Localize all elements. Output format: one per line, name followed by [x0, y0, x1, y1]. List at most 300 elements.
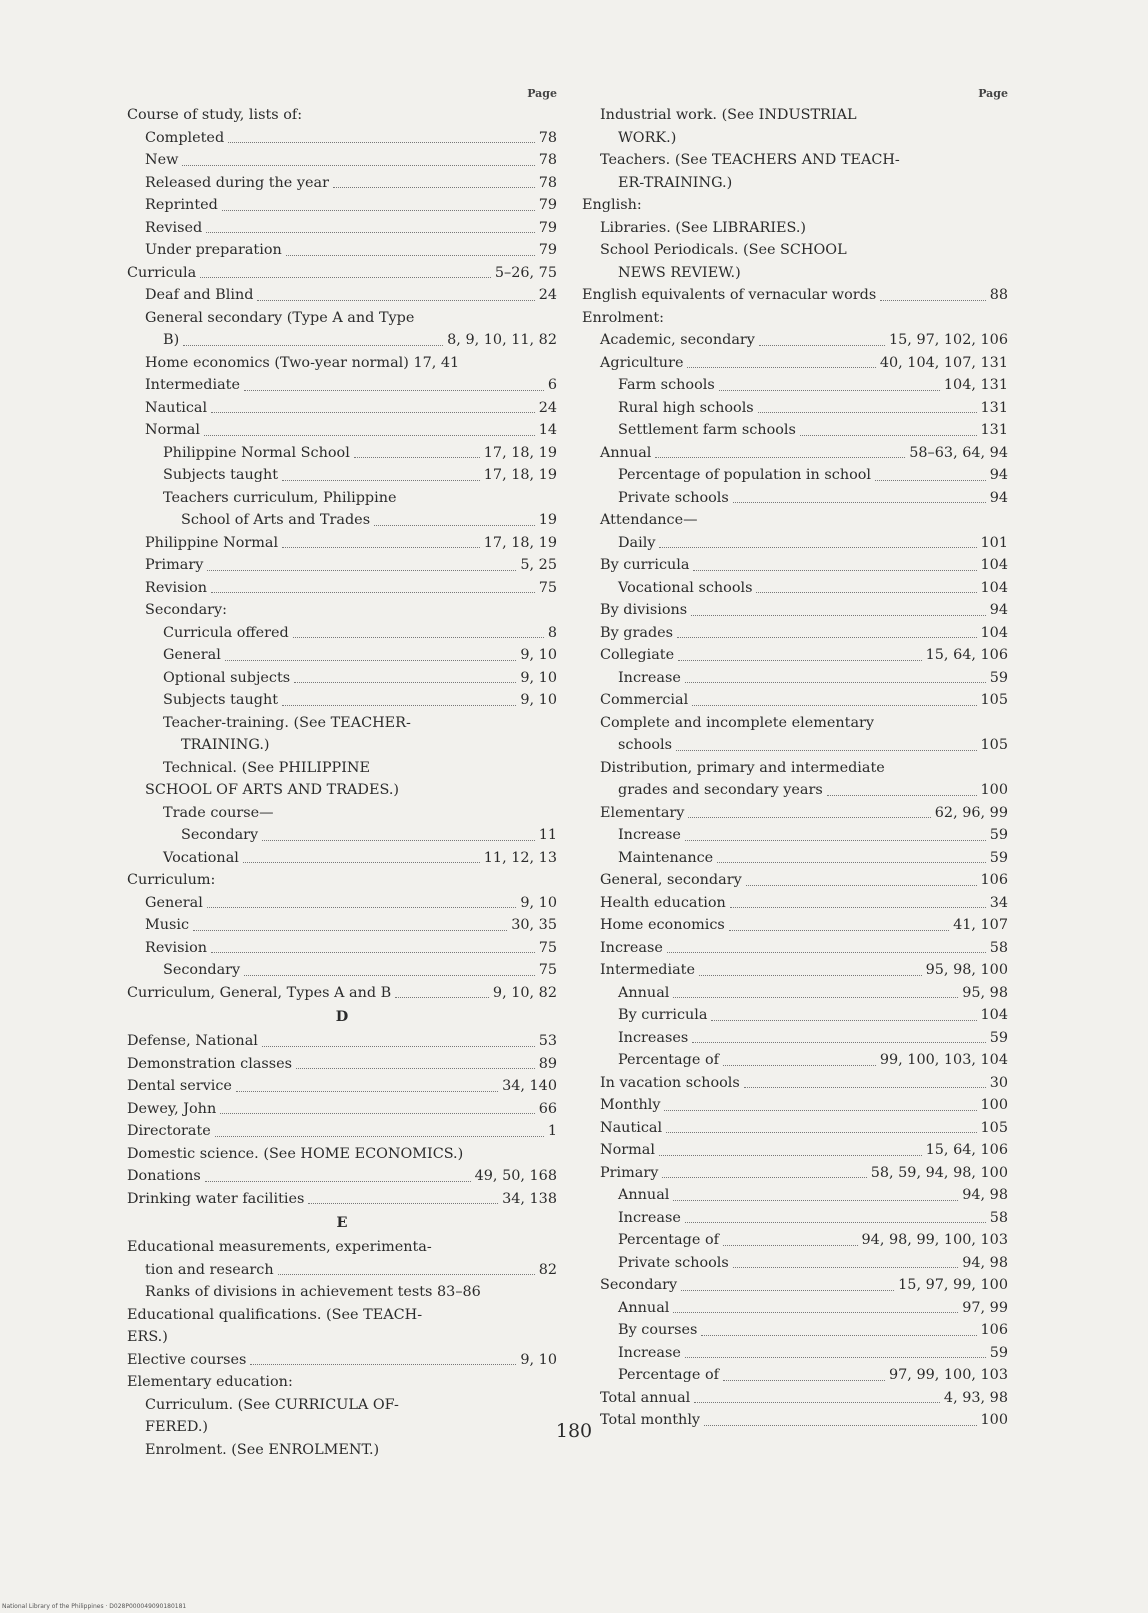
leader-dots [204, 435, 535, 436]
entry-term: General [163, 647, 221, 663]
entry-term: Secondary: [145, 602, 228, 618]
index-entry [127, 757, 557, 780]
index-entry [127, 1120, 557, 1143]
entry-pages: 9, 10 [520, 894, 557, 911]
index-entry [582, 824, 1008, 847]
index-entry [127, 982, 557, 1005]
index-entry [127, 779, 557, 802]
entry-term: Private schools [618, 489, 729, 506]
index-entry [582, 1072, 1008, 1095]
index-entry [582, 1027, 1008, 1050]
entry-pages: 75 [538, 939, 557, 956]
index-entry [582, 892, 1008, 915]
entry-pages: 106 [980, 1322, 1008, 1338]
entry-term: Increase [618, 1209, 681, 1226]
index-entry [582, 599, 1008, 622]
entry-term: Secondary [163, 962, 241, 978]
entry-term: Intermediate [600, 962, 695, 978]
section-letter: D [335, 1008, 349, 1025]
entry-term: Distribution, primary and intermediate [600, 759, 885, 776]
index-entry [127, 1371, 557, 1394]
entry-term: Increases [618, 1029, 689, 1046]
leader-dots [655, 457, 905, 458]
leader-dots [693, 570, 976, 571]
index-entry [127, 1030, 557, 1053]
page-number: 180 [555, 1420, 593, 1442]
entry-term: Ranks of divisions in achievement tests 83–86 [145, 1284, 481, 1300]
index-entry [582, 914, 1008, 937]
index-entry [127, 1236, 557, 1259]
index-entry [582, 667, 1008, 690]
leader-dots [659, 547, 976, 548]
entry-pages: 89 [538, 1055, 557, 1072]
index-entry [127, 847, 557, 870]
entry-term: Revised [145, 219, 203, 236]
entry-pages: 105 [980, 692, 1008, 708]
entry-term: Total annual [600, 1389, 691, 1406]
leader-dots [730, 907, 986, 908]
leader-dots [664, 1110, 976, 1111]
index-entry [127, 509, 557, 532]
index-entry [127, 869, 557, 892]
index-entry [582, 374, 1008, 397]
index-entry [582, 554, 1008, 577]
entry-term: Annual [618, 984, 670, 1001]
entry-term: B) [163, 332, 180, 348]
entry-term: Private schools [618, 1254, 729, 1271]
leader-dots [676, 750, 977, 751]
index-entry [127, 667, 557, 690]
index-entry [582, 419, 1008, 442]
entry-pages: 17, 18, 19 [483, 444, 557, 461]
entry-term: Elective courses [127, 1351, 247, 1368]
entry-pages: 34, 138 [502, 1190, 557, 1207]
leader-dots [678, 660, 922, 661]
index-entry [582, 149, 1008, 172]
entry-pages: 8 [547, 624, 557, 641]
entry-pages: 53 [538, 1033, 557, 1049]
index-entry [127, 419, 557, 442]
index-entry [127, 937, 557, 960]
index-entry [127, 959, 557, 982]
entry-pages: 94 [989, 467, 1008, 483]
index-entry [582, 1094, 1008, 1117]
entry-pages: 97, 99 [962, 1299, 1008, 1316]
entry-term: Normal [145, 422, 200, 438]
entry-term: Academic, secondary [600, 332, 755, 348]
entry-pages: 17, 18, 19 [483, 467, 557, 483]
leader-dots [800, 435, 977, 436]
entry-term: Increase [618, 669, 681, 686]
entry-pages: 75 [538, 962, 557, 978]
entry-pages: 106 [980, 872, 1008, 888]
index-column-left [127, 84, 557, 1461]
entry-term: Reprinted [145, 197, 218, 213]
index-entry [582, 1162, 1008, 1185]
index-entry [127, 172, 557, 195]
entry-term: Home economics (Two-year normal) 17, 41 [145, 354, 460, 371]
index-entry [582, 104, 1008, 127]
entry-term: Curricula offered [163, 624, 289, 641]
index-column-right [582, 84, 1008, 1432]
entry-pages: 11 [538, 827, 557, 843]
entry-pages: 99, 100, 103, 104 [879, 1052, 1008, 1068]
entry-pages: 58–63, 64, 94 [909, 444, 1008, 461]
entry-term: Secondary [600, 1277, 678, 1293]
page-column-header: Page [978, 87, 1008, 100]
entry-pages: 19 [538, 512, 557, 528]
entry-term: Elementary education: [127, 1374, 293, 1390]
leader-dots [685, 682, 986, 683]
index-entry [582, 779, 1008, 802]
entry-pages: 9, 10 [520, 669, 557, 686]
entry-term: Curriculum, General, Types A and B [127, 984, 392, 1001]
index-entry [127, 329, 557, 352]
index-entry [582, 194, 1008, 217]
leader-dots [692, 705, 976, 706]
entry-pages: 104, 131 [943, 377, 1008, 393]
entry-term: SCHOOL OF ARTS AND TRADES.) [145, 782, 400, 798]
entry-term: Curriculum. (See CURRICULA OF- [145, 1396, 399, 1413]
entry-pages: 131 [980, 422, 1008, 438]
leader-dots [282, 547, 480, 548]
leader-dots [719, 390, 940, 391]
entry-term: Teachers curriculum, Philippine [163, 489, 397, 506]
entry-pages: 8, 9, 10, 11, 82 [447, 332, 557, 348]
index-entry [127, 262, 557, 285]
entry-term: ER-TRAINING.) [618, 174, 733, 191]
index-entry [127, 1098, 557, 1121]
index-entry [582, 487, 1008, 510]
leader-dots [723, 1245, 858, 1246]
index-entry [582, 869, 1008, 892]
entry-pages: 5–26, 75 [494, 264, 557, 281]
index-entry [582, 532, 1008, 555]
entry-pages: 1 [547, 1123, 557, 1139]
entry-term: Trade course— [163, 804, 274, 821]
index-entry [582, 1387, 1008, 1410]
entry-term: Dewey, John [127, 1100, 217, 1117]
entry-pages: 104 [980, 579, 1008, 596]
index-entry [127, 284, 557, 307]
leader-dots [699, 975, 922, 976]
entry-term: Teacher-training. (See TEACHER- [163, 714, 411, 731]
leader-dots [685, 1357, 986, 1358]
entry-pages: 131 [980, 399, 1008, 416]
entry-term: Primary [145, 557, 204, 573]
entry-term: WORK.) [618, 129, 677, 146]
entry-term: Elementary [600, 804, 685, 821]
index-entry [127, 1075, 557, 1098]
index-entry [582, 1252, 1008, 1275]
entry-pages: 24 [538, 287, 557, 303]
leader-dots [746, 885, 977, 886]
entry-pages: 100 [980, 1097, 1008, 1113]
entry-term: Secondary [181, 827, 259, 843]
entry-term: Defense, National [127, 1033, 258, 1049]
leader-dots [222, 210, 535, 211]
index-entry [127, 307, 557, 330]
index-entry [582, 127, 1008, 150]
entry-term: Nautical [600, 1119, 663, 1136]
leader-dots [880, 300, 985, 301]
index-entry [582, 982, 1008, 1005]
entry-term: Monthly [600, 1097, 661, 1113]
entry-term: Rural high schools [618, 399, 754, 416]
leader-dots [333, 187, 535, 188]
leader-dots [717, 862, 986, 863]
leader-dots [257, 300, 534, 301]
entry-pages: 79 [538, 242, 557, 258]
entry-term: Philippine Normal School [163, 444, 350, 461]
index-entry [582, 802, 1008, 825]
index-entry [582, 464, 1008, 487]
entry-pages: 15, 64, 106 [925, 647, 1008, 663]
entry-term: Technical. (See PHILIPPINE [163, 759, 370, 776]
index-entry [127, 622, 557, 645]
index-entry [127, 1143, 557, 1166]
entry-pages: 58, 59, 94, 98, 100 [870, 1164, 1008, 1181]
leader-dots [220, 1113, 534, 1114]
entry-term: Course of study, lists of: [127, 107, 303, 123]
index-entry [127, 1188, 557, 1211]
index-entry [127, 554, 557, 577]
index-entry [582, 1274, 1008, 1297]
leader-dots [711, 1020, 976, 1021]
entry-pages: 59 [989, 1344, 1008, 1361]
leader-dots [694, 1402, 940, 1403]
entry-pages: 49, 50, 168 [474, 1168, 557, 1184]
leader-dots [691, 615, 986, 616]
entry-pages: 94, 98 [962, 1187, 1008, 1203]
entry-term: By curricula [600, 557, 690, 573]
entry-pages: 58 [989, 1209, 1008, 1226]
entry-term: By courses [618, 1322, 698, 1338]
index-entry [127, 644, 557, 667]
index-entry [582, 622, 1008, 645]
leader-dots [225, 660, 517, 661]
index-entry [127, 914, 557, 937]
index-entry [127, 1326, 557, 1349]
entry-term: Drinking water facilities [127, 1190, 305, 1207]
index-entry [582, 442, 1008, 465]
entry-term: General [145, 894, 203, 911]
entry-pages: 104 [980, 1007, 1008, 1023]
entry-pages: 94, 98 [962, 1254, 1008, 1271]
entry-pages: 78 [538, 152, 557, 168]
index-entry [127, 194, 557, 217]
entry-pages: 14 [538, 422, 557, 438]
index-entry [582, 329, 1008, 352]
entry-term: Increase [618, 827, 681, 843]
leader-dots [759, 345, 885, 346]
entry-pages: 9, 10 [520, 692, 557, 708]
entry-pages: 40, 104, 107, 131 [879, 354, 1008, 371]
leader-dots [308, 1203, 498, 1204]
leader-dots [733, 1267, 958, 1268]
entry-term: Subjects taught [163, 692, 279, 708]
index-entry [127, 352, 557, 375]
index-entry [582, 757, 1008, 780]
entry-term: Intermediate [145, 377, 240, 393]
entry-pages: 4, 93, 98 [943, 1389, 1008, 1406]
index-entry [582, 172, 1008, 195]
entry-term: tion and research [145, 1261, 274, 1278]
index-entry [582, 959, 1008, 982]
entry-term: By grades [600, 624, 674, 641]
leader-dots [278, 1274, 535, 1275]
entry-term: General, secondary [600, 872, 742, 888]
entry-term: Percentage of [618, 1052, 719, 1068]
entry-term: Attendance— [600, 512, 698, 528]
entry-pages: 88 [989, 287, 1008, 303]
index-entry [582, 239, 1008, 262]
entry-term: Deaf and Blind [145, 287, 254, 303]
entry-pages: 34 [989, 894, 1008, 911]
index-entry [127, 217, 557, 240]
entry-term: Released during the year [145, 174, 330, 191]
leader-dots [395, 997, 489, 998]
entry-term: NEWS REVIEW.) [618, 264, 741, 281]
leader-dots [687, 367, 875, 368]
entry-pages: 82 [538, 1261, 557, 1278]
entry-pages: 9, 10 [520, 647, 557, 663]
leader-dots [211, 592, 535, 593]
index-entry [582, 644, 1008, 667]
entry-pages: 17, 18, 19 [483, 534, 557, 551]
index-entry [582, 577, 1008, 600]
entry-term: Total monthly [600, 1412, 701, 1428]
entry-term: Enrolment. (See ENROLMENT.) [145, 1441, 380, 1458]
entry-term: Industrial work. (See INDUSTRIAL [600, 107, 857, 123]
leader-dots [667, 952, 986, 953]
entry-term: School of Arts and Trades [181, 512, 371, 528]
index-entry [582, 284, 1008, 307]
entry-term: Philippine Normal [145, 534, 279, 551]
leader-dots [685, 1222, 986, 1223]
index-entry [582, 1184, 1008, 1207]
leader-dots [354, 457, 480, 458]
leader-dots [200, 277, 491, 278]
leader-dots [673, 1312, 958, 1313]
leader-dots [244, 975, 535, 976]
index-entry [127, 464, 557, 487]
entry-pages: 79 [538, 197, 557, 213]
index-entry [127, 824, 557, 847]
index-entry [127, 1053, 557, 1076]
leader-dots [286, 255, 535, 256]
index-entry [127, 1304, 557, 1327]
index-entry [127, 149, 557, 172]
entry-pages: 59 [989, 1029, 1008, 1046]
index-entry [127, 1394, 557, 1417]
index-entry [582, 1139, 1008, 1162]
entry-term: Demonstration classes [127, 1055, 293, 1072]
index-entry [127, 892, 557, 915]
index-entry [582, 509, 1008, 532]
index-entry [582, 712, 1008, 735]
entry-pages: 100 [980, 782, 1008, 798]
entry-term: Revision [145, 939, 208, 956]
index-entry [582, 937, 1008, 960]
entry-term: FERED.) [145, 1419, 209, 1435]
leader-dots [250, 1364, 516, 1365]
entry-pages: 78 [538, 129, 557, 146]
entry-term: Maintenance [618, 849, 714, 866]
entry-term: Health education [600, 894, 726, 911]
entry-term: School Periodicals. (See SCHOOL [600, 242, 847, 258]
entry-pages: 41, 107 [953, 917, 1008, 933]
entry-term: Completed [145, 129, 225, 146]
entry-term: Home economics [600, 917, 725, 933]
index-entry [582, 734, 1008, 757]
leader-dots [733, 502, 986, 503]
leader-dots [374, 525, 535, 526]
entry-pages: 62, 96, 99 [934, 804, 1008, 821]
entry-term: Enrolment: [582, 309, 664, 326]
leader-dots [688, 817, 930, 818]
entry-term: Dental service [127, 1078, 232, 1094]
entry-term: Annual [618, 1299, 670, 1316]
archive-stamp: National Library of the Philippines · D028P000049090180181 [2, 1603, 187, 1610]
leader-dots [207, 570, 516, 571]
entry-pages: 59 [989, 827, 1008, 843]
index-entry [582, 307, 1008, 330]
index-entry [127, 487, 557, 510]
index-entry [127, 689, 557, 712]
entry-term: English equivalents of vernacular words [582, 287, 877, 303]
leader-dots [211, 412, 535, 413]
entry-term: schools [618, 737, 673, 753]
leader-dots [282, 480, 480, 481]
index-entry [582, 1319, 1008, 1342]
index-entry [127, 1281, 557, 1304]
index-entry [127, 397, 557, 420]
entry-term: Collegiate [600, 647, 675, 663]
index-entry [582, 1004, 1008, 1027]
entry-pages: 95, 98, 100 [925, 962, 1008, 978]
index-entry [127, 374, 557, 397]
leader-dots [673, 997, 958, 998]
index-entry [582, 262, 1008, 285]
entry-term: Percentage of [618, 1367, 719, 1383]
entry-term: Nautical [145, 399, 208, 416]
entry-pages: 97, 99, 100, 103 [888, 1367, 1008, 1383]
entry-pages: 94, 98, 99, 100, 103 [861, 1232, 1008, 1248]
entry-term: Music [145, 917, 190, 933]
leader-dots [692, 1042, 985, 1043]
leader-dots [183, 345, 443, 346]
entry-term: In vacation schools [600, 1074, 740, 1091]
leader-dots [211, 952, 535, 953]
leader-dots [294, 682, 516, 683]
entry-pages: 34, 140 [502, 1078, 557, 1094]
entry-term: Educational qualifications. (See TEACH- [127, 1306, 423, 1323]
leader-dots [673, 1200, 958, 1201]
entry-term: Increase [618, 1344, 681, 1361]
entry-pages: 104 [980, 624, 1008, 641]
entry-term: Donations [127, 1168, 201, 1184]
entry-pages: 9, 10, 82 [492, 984, 557, 1001]
entry-term: Percentage of population in school [618, 467, 872, 483]
index-entry [582, 1229, 1008, 1252]
entry-term: Domestic science. (See HOME ECONOMICS.) [127, 1145, 464, 1162]
section-letter: E [336, 1214, 348, 1231]
leader-dots [681, 1290, 894, 1291]
index-entry [127, 442, 557, 465]
entry-term: General secondary (Type A and Type [145, 309, 415, 326]
leader-dots [875, 480, 986, 481]
